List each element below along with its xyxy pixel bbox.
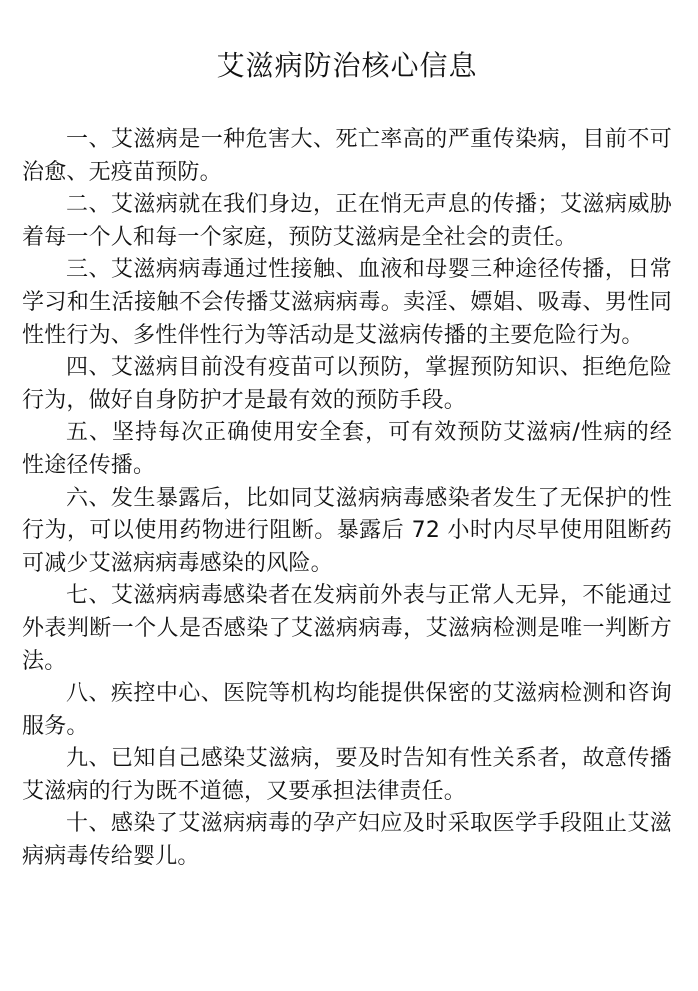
paragraph-2: 二、艾滋病就在我们身边，正在悄无声息的传播；艾滋病威胁着每一个人和每一个家庭，预防艾滋病是全社会的责任。 — [22, 192, 672, 250]
paragraph-8: 八、疾控中心、医院等机构均能提供保密的艾滋病检测和咨询服务。 — [22, 681, 672, 739]
paragraph-7: 七、艾滋病病毒感染者在发病前外表与正常人无异，不能通过外表判断一个人是否感染了艾滋病病毒，艾滋病检测是唯一判断方法。 — [22, 583, 672, 674]
document-title: 艾滋病防治核心信息 — [216, 49, 478, 82]
paragraph-4: 四、艾滋病目前没有疫苗可以预防，掌握预防知识、拒绝危险行为，做好自身防护才是最有效的预防手段。 — [22, 355, 672, 413]
paragraph-5: 五、坚持每次正确使用安全套，可有效预防艾滋病/性病的经性途径传播。 — [22, 420, 672, 478]
document-body — [22, 124, 672, 874]
paragraph-9: 九、已知自己感染艾滋病，要及时告知有性关系者，故意传播艾滋病的行为既不道德，又要承担法律责任。 — [22, 746, 672, 804]
paragraph-6: 六、发生暴露后，比如同艾滋病病毒感染者发生了无保护的性行为，可以使用药物进行阻断。暴露后 72 小时内尽早使用阻断药可减少艾滋病病毒感染的风险。 — [22, 485, 672, 576]
paragraph-10: 十、感染了艾滋病病毒的孕产妇应及时采取医学手段阻止艾滋病病毒传给婴儿。 — [22, 811, 672, 870]
paragraph-3: 三、艾滋病病毒通过性接触、血液和母婴三种途径传播，日常学习和生活接触不会传播艾滋病病毒。卖淫、嫖娼、吸毒、男性同性性行为、多性伴性行为等活动是艾滋病传播的主要危险行为。 — [22, 257, 672, 348]
paragraph-1: 一、艾滋病是一种危害大、死亡率高的严重传染病，目前不可治愈、无疫苗预防。 — [22, 127, 672, 185]
